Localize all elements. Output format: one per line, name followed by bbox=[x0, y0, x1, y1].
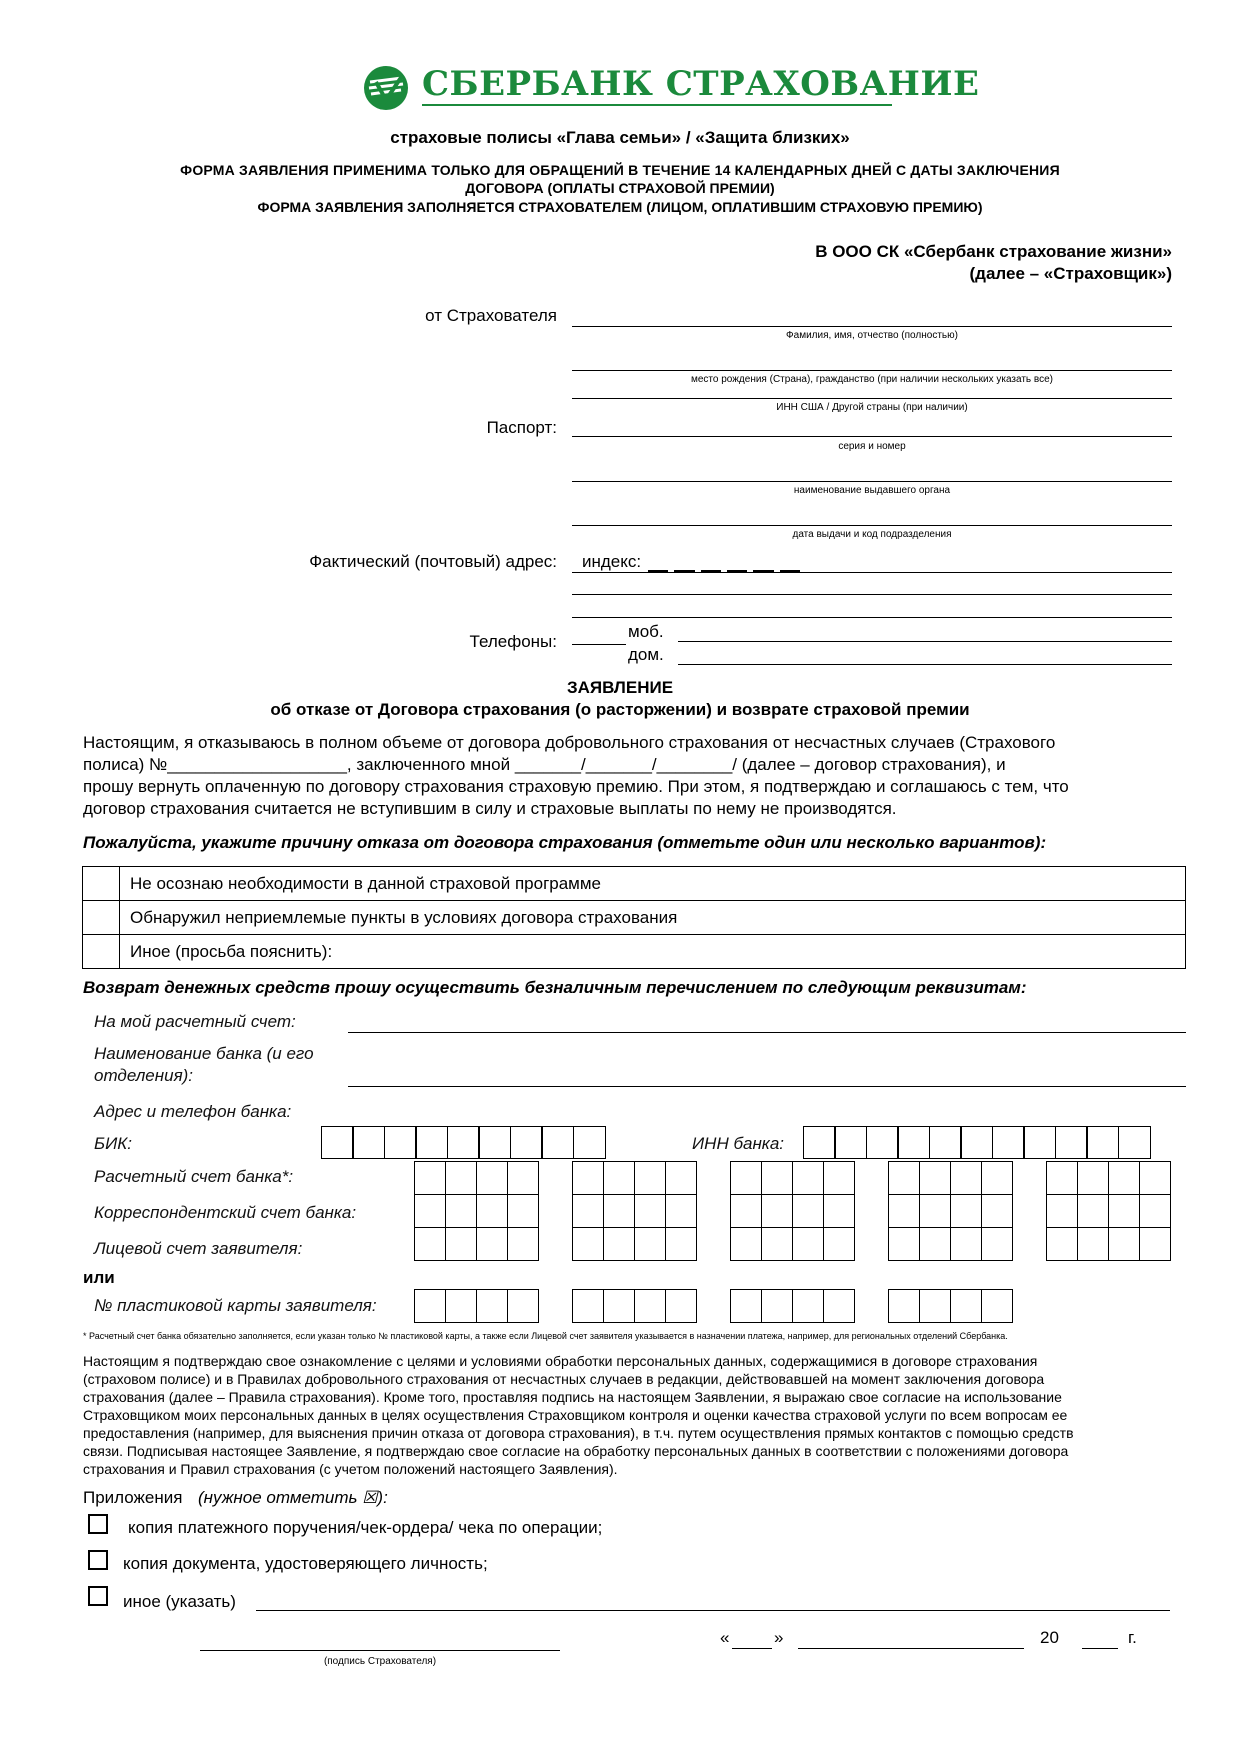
phones-bracket bbox=[572, 644, 626, 645]
form-note-line3: ФОРМА ЗАЯВЛЕНИЯ ЗАПОЛНЯЕТСЯ СТРАХОВАТЕЛЕМ (ЛИЦОМ, ОПЛАТИВШИМ СТРАХОВУЮ ПРЕМИЮ) bbox=[257, 199, 983, 215]
card-number-label: № пластиковой карты заявителя: bbox=[94, 1296, 377, 1315]
personal-account-label: Лицевой счет заявителя: bbox=[94, 1239, 303, 1258]
foreign-inn-field[interactable] bbox=[572, 398, 1172, 399]
date-close-quote: » bbox=[774, 1628, 784, 1647]
passport-issue-date-field[interactable] bbox=[572, 525, 1172, 526]
statement-line3: прошу вернуть оплаченную по договору страхования страховую премию. При этом, я подтверждаю и соглашаюсь с тем, что bbox=[83, 777, 1069, 796]
signature-hint: (подпись Страхователя) bbox=[323, 1656, 437, 1667]
logo-text: СБЕРБАНК СТРАХОВАНИЕ bbox=[422, 64, 980, 104]
footnote: * Расчетный счет банка обязательно заполняется, если указан только № пластиковой карты, а также если Лицевой счет заявителя указывается в назначении платежа, например, для региональных отделений Сбербанка. bbox=[83, 1331, 1008, 1341]
phones-label: Телефоны: bbox=[469, 632, 557, 651]
card-grid-block-1[interactable] bbox=[414, 1289, 539, 1323]
bank-address-label: Адрес и телефон банка: bbox=[94, 1102, 292, 1121]
consent-line4: Страховщиком моих персональных данных в целях осуществления Страховщиком контроля и оценки качества страховой услуги по всем вопросам ее bbox=[83, 1407, 1068, 1423]
accounts-grid-block-5[interactable] bbox=[1046, 1161, 1171, 1261]
reasons-prompt: Пожалуйста, укажите причину отказа от договора страхования (отметьте один или несколько вариантов): bbox=[83, 833, 1047, 852]
recipient-line1: В ООО СК «Сбербанк страхование жизни» bbox=[815, 242, 1172, 261]
consent-line6: связи. Подписывая настоящее Заявление, я подтверждаю свое согласие на обработку персональных данных в соответствии с положениями договора bbox=[83, 1443, 1069, 1459]
statement-title: ЗАЯВЛЕНИЕ bbox=[566, 678, 674, 697]
address-line-2[interactable] bbox=[572, 594, 1172, 595]
attachment-label-1: копия платежного поручения/чек-ордера/ чека по операции; bbox=[128, 1518, 603, 1537]
fio-hint: Фамилия, имя, отчество (полностью) bbox=[786, 330, 958, 341]
consent-line1: Настоящим я подтверждаю свое ознакомление с целями и условиями обработки персональных данных, содержащимися в договоре страхования bbox=[83, 1353, 1038, 1369]
or-label: или bbox=[83, 1268, 115, 1287]
sberbank-logo-icon bbox=[362, 64, 410, 112]
reason-label: Не осознаю необходимости в данной страховой программе bbox=[120, 867, 1186, 901]
date-open-quote: « bbox=[720, 1628, 730, 1647]
reason-row bbox=[83, 935, 1186, 969]
settlement-account-label: Расчетный счет банка*: bbox=[94, 1167, 294, 1186]
account-field[interactable] bbox=[348, 1032, 1186, 1033]
date-year-suffix: г. bbox=[1128, 1628, 1137, 1647]
consent-line5: предоставления (например, для выяснения причин отказа от договора страхования), в т.ч. путем осуществления прямых контактов с помощью средств bbox=[83, 1425, 1074, 1441]
address-label: Фактический (почтовый) адрес: bbox=[309, 552, 557, 571]
consent-line7: страхования и Правил страхования (с учетом положений настоящего Заявления). bbox=[83, 1461, 618, 1477]
date-year-field[interactable] bbox=[1082, 1648, 1118, 1649]
fio-field[interactable] bbox=[572, 326, 1172, 327]
attachment-other-field[interactable] bbox=[256, 1610, 1170, 1611]
address-line-3[interactable] bbox=[572, 617, 1172, 618]
reason-label: Обнаружил неприемлемые пункты в условиях договора страхования bbox=[120, 901, 1186, 935]
mobile-phone-field[interactable] bbox=[678, 641, 1172, 642]
attachment-checkbox-1[interactable] bbox=[88, 1514, 108, 1534]
account-label: На мой расчетный счет: bbox=[94, 1012, 296, 1031]
form-note-line2: ДОГОВОРА (ОПЛАТЫ СТРАХОВОЙ ПРЕМИИ) bbox=[465, 180, 775, 196]
consent-line2: (страховом полисе) и в Правилах добровольного страхования от несчастных случаев в редакции, действовавшей на момент заключения договора bbox=[83, 1371, 1045, 1387]
inn-bank-label: ИНН банка: bbox=[692, 1134, 785, 1153]
date-day-field[interactable] bbox=[732, 1648, 772, 1649]
passport-issuer-field[interactable] bbox=[572, 481, 1172, 482]
attachment-checkbox-2[interactable] bbox=[88, 1550, 108, 1570]
card-grid-block-2[interactable] bbox=[572, 1289, 697, 1323]
refund-prompt: Возврат денежных средств прошу осуществить безналичным перечислением по следующим реквизитам: bbox=[83, 978, 1027, 997]
attachment-label-3: иное (указать) bbox=[123, 1592, 236, 1611]
statement-subtitle: об отказе от Договора страхования (о расторжении) и возврате страховой премии bbox=[270, 700, 970, 719]
from-insured-label: от Страхователя bbox=[425, 306, 557, 325]
bik-label: БИК: bbox=[94, 1134, 132, 1153]
accounts-grid-block-1[interactable] bbox=[414, 1161, 539, 1261]
attachments-title: Приложения bbox=[83, 1488, 183, 1507]
address-line-1[interactable] bbox=[572, 572, 1172, 573]
date-month-field[interactable] bbox=[798, 1648, 1024, 1649]
passport-label: Паспорт: bbox=[486, 418, 557, 437]
passport-issuer-hint: наименование выдавшего органа bbox=[793, 485, 951, 496]
home-phone-label: дом. bbox=[628, 645, 664, 664]
recipient-line2: (далее – «Страховщик») bbox=[969, 264, 1172, 283]
form-note-line1: ФОРМА ЗАЯВЛЕНИЯ ПРИМЕНИМА ТОЛЬКО ДЛЯ ОБРАЩЕНИЙ В ТЕЧЕНИЕ 14 КАЛЕНДАРНЫХ ДНЕЙ С ДАТЫ ЗАКЛЮЧЕНИЯ bbox=[180, 162, 1060, 178]
card-grid-block-3[interactable] bbox=[730, 1289, 855, 1323]
attachment-label-2: копия документа, удостоверяющего личность; bbox=[123, 1554, 488, 1573]
bank-name-label-line1: Наименование банка (и его bbox=[94, 1044, 314, 1063]
statement-line2: полиса) №___________________, заключенного мной _______/_______/________/ (далее – договор страхования), и bbox=[83, 755, 1006, 774]
statement-line1: Настоящим, я отказываюсь в полном объеме от договора добровольного страхования от несчастных случаев (Страхового bbox=[83, 733, 1056, 752]
bank-name-field[interactable] bbox=[348, 1086, 1186, 1087]
corr-account-label: Корреспондентский счет банка: bbox=[94, 1203, 357, 1222]
bank-name-label-line2: отделения): bbox=[94, 1066, 194, 1085]
policy-names: страховые полисы «Глава семьи» / «Защита близких» bbox=[390, 128, 850, 147]
company-logo bbox=[362, 62, 980, 112]
birth-place-hint: место рождения (Страна), гражданство (при наличии нескольких указать все) bbox=[690, 374, 1054, 385]
card-grid-block-4[interactable] bbox=[888, 1289, 1013, 1323]
accounts-grid-block-3[interactable] bbox=[730, 1161, 855, 1261]
logo-underline bbox=[422, 104, 892, 106]
reason-row bbox=[83, 901, 1186, 935]
accounts-grid-block-4[interactable] bbox=[888, 1161, 1013, 1261]
index-label: индекс: bbox=[582, 552, 642, 571]
bik-cells[interactable] bbox=[322, 1126, 606, 1159]
attachment-checkbox-3[interactable] bbox=[88, 1586, 108, 1606]
birth-place-field[interactable] bbox=[572, 370, 1172, 371]
reasons-table bbox=[82, 866, 1186, 969]
date-year-prefix: 20 bbox=[1040, 1628, 1059, 1647]
reason-checkbox-1[interactable] bbox=[83, 867, 120, 901]
mobile-label: моб. bbox=[628, 622, 664, 641]
passport-series-field[interactable] bbox=[572, 436, 1172, 437]
consent-line3: страхования (далее – Правила страхования). Кроме того, проставляя подпись на настоящем Заявлении, я выражаю свое согласие на использование bbox=[83, 1389, 1062, 1405]
inn-bank-cells[interactable] bbox=[804, 1126, 1151, 1159]
reason-label: Иное (просьба пояснить): bbox=[120, 935, 1186, 969]
reason-checkbox-2[interactable] bbox=[83, 901, 120, 935]
signature-field[interactable] bbox=[200, 1650, 560, 1651]
passport-issue-date-hint: дата выдачи и код подразделения bbox=[792, 529, 952, 540]
home-phone-field[interactable] bbox=[678, 664, 1172, 665]
reason-row bbox=[83, 867, 1186, 901]
attachments-hint: (нужное отметить ☒): bbox=[198, 1488, 388, 1507]
statement-line4: договор страхования считается не вступившим в силу и страховые выплаты по нему не производятся. bbox=[83, 799, 897, 818]
accounts-grid-block-2[interactable] bbox=[572, 1161, 697, 1261]
reason-checkbox-3[interactable] bbox=[83, 935, 120, 969]
foreign-inn-hint: ИНН США / Другой страны (при наличии) bbox=[776, 402, 968, 413]
passport-series-hint: серия и номер bbox=[838, 441, 906, 452]
